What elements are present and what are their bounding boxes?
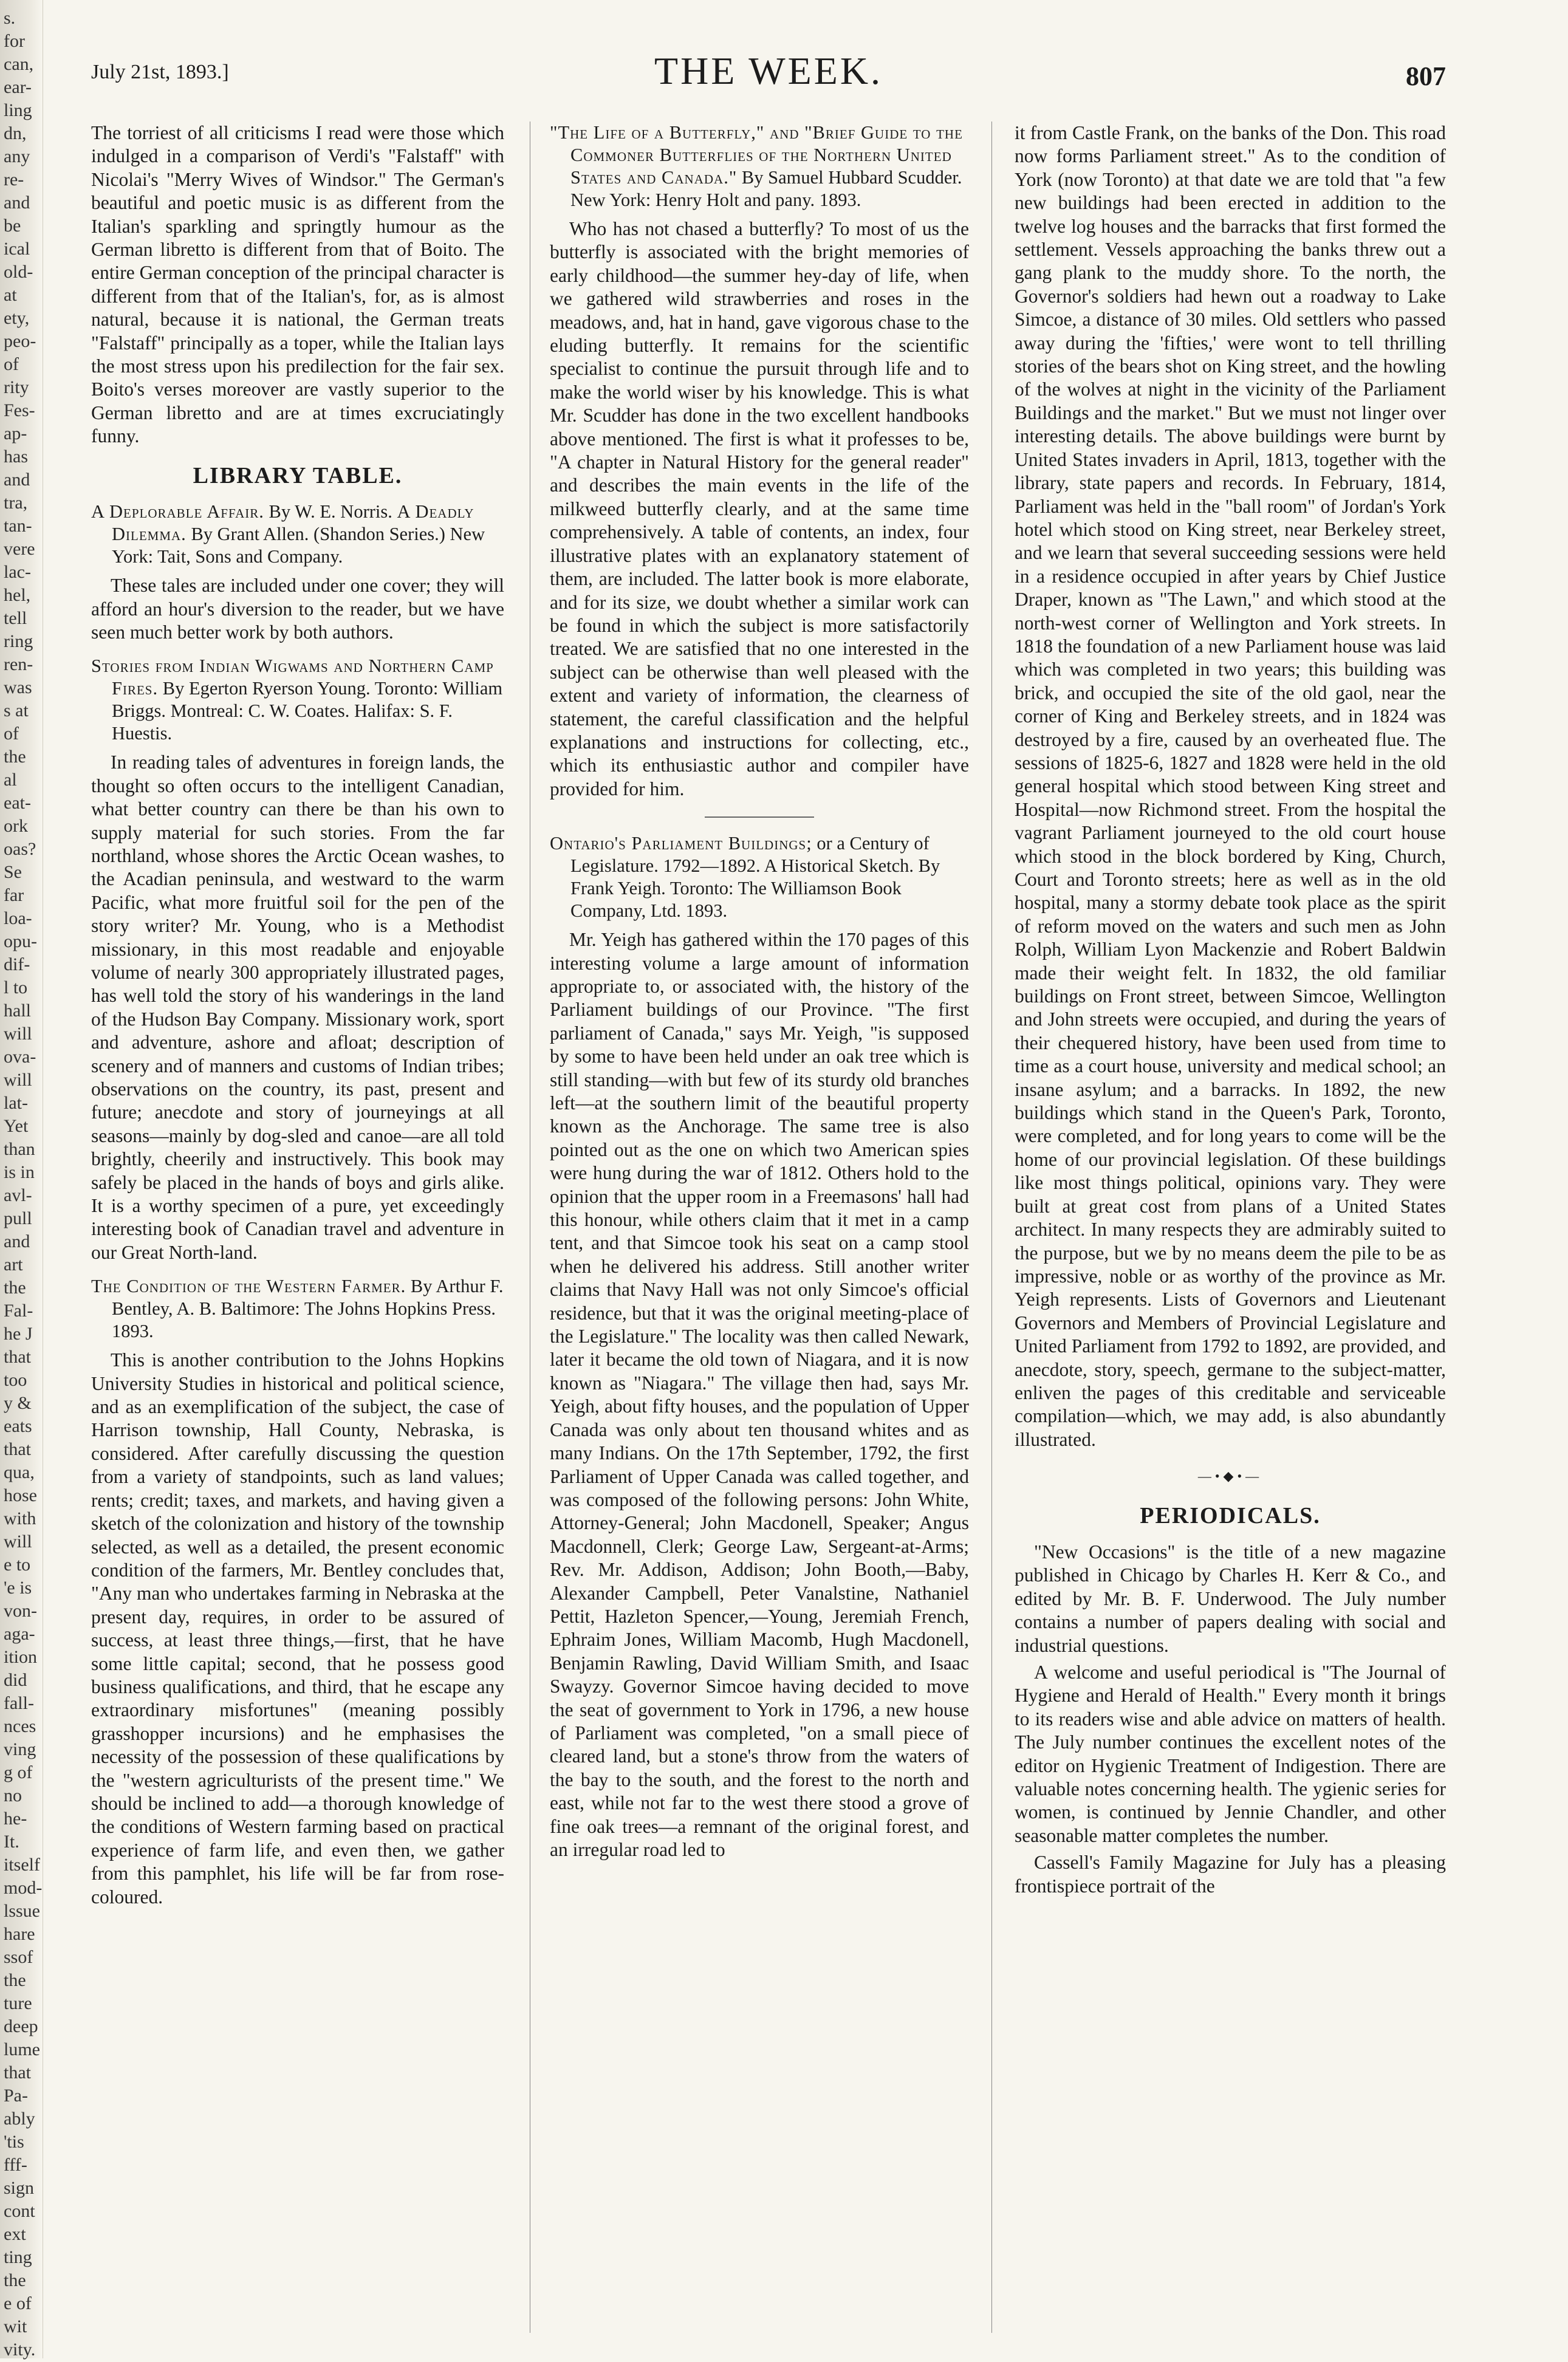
- margin-fragment: re-: [4, 169, 24, 190]
- margin-fragment: oas?: [4, 839, 36, 859]
- margin-fragment: far: [4, 885, 24, 905]
- margin-fragment: tra,: [4, 493, 28, 513]
- margin-fragment: fall-: [4, 1693, 34, 1713]
- margin-fragment: of: [4, 724, 19, 744]
- library-table-heading: LIBRARY TABLE.: [193, 462, 403, 488]
- margin-fragment: that: [4, 1347, 31, 1367]
- book-entry-indian-wigwams: [91, 655, 504, 745]
- margin-fragment: rity: [4, 377, 29, 397]
- margin-fragment: lat-: [4, 1093, 28, 1113]
- margin-fragment: avl-: [4, 1185, 32, 1205]
- margin-fragment: 'e is: [4, 1578, 32, 1598]
- margin-fragment: and: [4, 470, 30, 490]
- margin-fragment: ture: [4, 1993, 32, 2013]
- adjacent-page-margin: [0, 0, 43, 2358]
- column-2: [550, 122, 969, 2321]
- book-imprint: By Samuel Hubbard Scudder. New York: Henry Holt and pany. 1893.: [570, 167, 962, 210]
- margin-fragment: ring: [4, 631, 33, 651]
- margin-fragment: and: [4, 193, 30, 213]
- margin-fragment: dn,: [4, 123, 27, 143]
- margin-fragment: old-: [4, 262, 33, 282]
- margin-fragment: s.: [4, 8, 16, 28]
- falstaff-review-ending: The torriest of all criticisms I read were those which indulged in a comparison of Verdi's "Falstaff" with Nicolai's "Merry Wives of Windsor." The German's beautiful and poetic music is as different from the Italian's sparkling and springtly humour as the German libretto is different from that of Boito. The entire German conception of the principal character is different from that of the Italian's, for, as is almost natural, because it is national, the German treats "Falstaff" principally as a toper, while the Italian lays the most stress upon his predilection for the fair sex. Boito's verses moreover are vastly superior to the German libretto and are at times excruciatingly funny.: [91, 122, 504, 447]
- margin-fragment: itself: [4, 1855, 40, 1875]
- book-entry-parliament-buildings: [550, 832, 969, 922]
- margin-fragment: ear-: [4, 77, 32, 97]
- margin-fragment: lume: [4, 2039, 40, 2059]
- margin-fragment: tell: [4, 608, 27, 628]
- book-title: Ontario's Parliament Buildings;: [550, 833, 812, 854]
- margin-fragment: Se: [4, 862, 22, 882]
- book-title: The Condition of the Western Farmer.: [91, 1276, 406, 1297]
- issue-date: July 21st, 1893.]: [91, 61, 229, 83]
- margin-fragment: 'tis: [4, 2132, 24, 2152]
- margin-fragment: ting: [4, 2247, 32, 2267]
- margin-fragment: he-: [4, 1809, 27, 1829]
- margin-fragment: qua,: [4, 1462, 35, 1482]
- margin-fragment: was: [4, 677, 32, 697]
- margin-fragment: Yet: [4, 1116, 29, 1136]
- margin-fragment: the: [4, 1970, 26, 1990]
- margin-fragment: that: [4, 1439, 31, 1459]
- margin-fragment: ova-: [4, 1047, 36, 1067]
- margin-fragment: with: [4, 1508, 36, 1528]
- page-number: 807: [1406, 61, 1446, 91]
- margin-fragment: cont: [4, 2201, 35, 2221]
- column-1: [91, 122, 504, 2321]
- margin-fragment: l to: [4, 977, 28, 998]
- review-body: Who has not chased a butterfly? To most of us the butterfly is associated with the bright memories of early childhood—the summer hey-day of life, when we gathered wild strawberries and roses in the meadows, and, hat in hand, gave vigorous chase to the eluding butterfly. It remains for the scientific specialist to continue the pursuit through life and to make the world wiser by his knowledge. This is what Mr. Scudder has done in the two excellent handbooks above mentioned. The first is what it professes to be, "A chapter in Natural History for the general reader" and describes the main events in the life of the milkweed butterfly clearly, and at the same time comprehensively. A table of contents, an index, four illustrative plates with an explanatory statement of them, are included. The latter book is more elaborate, and for its size, we doubt whether a similar work can be found in which the subject is more satisfactorily treated. We are satisfied that no one interested in the subject can be otherwise than well pleased with the extent and variety of information, the clearness of statement, the careful classification and the helpful explanations and instructions for collecting, etc., which its enthusiastic author and compiler have provided for him.: [550, 218, 969, 799]
- margin-fragment: hall: [4, 1001, 31, 1021]
- margin-fragment: eats: [4, 1416, 32, 1436]
- margin-fragment: he J: [4, 1324, 33, 1344]
- margin-fragment: Pa-: [4, 2086, 28, 2106]
- book-title: A Deplorable Affair.: [91, 501, 264, 522]
- periodical-note: A welcome and useful periodical is "The Journal of Hygiene and Herald of Health." Every month it brings to its readers wise and able advice on matters of health. The July number continues the excellent notes of the editor on Hygienic Treatment of Indigestion. There are valuable notes concerning health. The ygienic series for women, is continued by Jennie Chandler, and other seasonable matter completes the number.: [1015, 1662, 1446, 1846]
- margin-fragment: peo-: [4, 331, 36, 351]
- periodicals-heading: PERIODICALS.: [1140, 1502, 1321, 1528]
- margin-fragment: that: [4, 2062, 31, 2083]
- margin-fragment: fff-: [4, 2155, 27, 2175]
- margin-fragment: Fal-: [4, 1301, 33, 1321]
- margin-fragment: al: [4, 770, 17, 790]
- book-title: A Deadly Dilemma.: [112, 501, 474, 545]
- margin-fragment: ext: [4, 2224, 26, 2244]
- ornamental-divider: —•◆•—: [1197, 1468, 1263, 1484]
- margin-fragment: mod-: [4, 1878, 43, 1898]
- margin-fragment: hare: [4, 1924, 35, 1944]
- margin-fragment: von-: [4, 1601, 37, 1621]
- book-entry-western-farmer: [91, 1275, 504, 1343]
- margin-fragment: vity.: [4, 2340, 36, 2360]
- margin-fragment: vere: [4, 539, 35, 559]
- margin-fragment: ren-: [4, 654, 33, 674]
- book-imprint: By Egerton Ryerson Young. Toronto: William Briggs. Montreal: C. W. Coates. Halifax: S. F. Huestis.: [112, 678, 503, 744]
- margin-fragment: eat-: [4, 793, 31, 813]
- margin-fragment: is in: [4, 1162, 35, 1182]
- margin-fragment: the: [4, 747, 26, 767]
- book-title: "The Life of a Butterfly," and "Brief Guide to the Commoner Butterflies of the Northern United States and Canada.": [550, 122, 963, 188]
- margin-fragment: y &: [4, 1393, 32, 1413]
- margin-fragment: ork: [4, 816, 28, 836]
- margin-fragment: dif-: [4, 954, 30, 974]
- page-header: [91, 49, 1446, 109]
- margin-fragment: sign: [4, 2178, 35, 2198]
- periodical-note: "New Occasions" is the title of a new magazine published in Chicago by Charles H. Kerr & Co., and edited by Mr. B. F. Underwood. The July number contains a number of papers dealing with social and industrial questions.: [1015, 1541, 1446, 1656]
- margin-fragment: any: [4, 146, 30, 166]
- margin-fragment: ving: [4, 1739, 36, 1759]
- margin-fragment: ssof: [4, 1947, 33, 1967]
- book-imprint: or a Century of Legislature. 1792—1892. A Historical Sketch. By Frank Yeigh. Toronto: The Williamson Book Company, Ltd. 1893.: [570, 833, 940, 922]
- margin-fragment: ably: [4, 2109, 35, 2129]
- margin-fragment: lac-: [4, 562, 31, 582]
- margin-fragment: for: [4, 31, 25, 51]
- column-3: [1015, 122, 1446, 2321]
- book-title: Stories from Indian Wigwams and Northern Camp Fires.: [91, 656, 494, 699]
- review-body: Mr. Yeigh has gathered within the 170 pages of this interesting volume a large amount of information appropriate to, or associated with, the history of the Parliament buildings of our Province. "The first parliament of Canada," says Mr. Yeigh, "is supposed by some to have been held under an oak tree which is still standing—with but few of its sturdy old branches left—at the southern limit of the beautiful property known as the Anchorage. The same tree is also pointed out as the one on which two American spies were hung during the war of 1812. Others hold to the opinion that the upper room in a Freemasons' hall had this honour, while others claim that it met in a camp tent, and that Simcoe took his seat on a camp stool when he delivered his address. Still another writer claims that Navy Hall was not only Simcoe's official residence, but that it was the original meeting-place of the Legislature." The locality was then called Newark, later it became the old town of Niagara, and it is now known as "Niagara." The village then had, says Mr. Yeigh, about fifty houses, and the population of Upper Canada was only about ten thousand whites and as many Indians. On the 17th September, 1792, the first Parliament of Upper Canada was called together, and was composed of the following persons: John White, Attorney-General; John Macdonell, Speaker; Angus Macdonnell, Clerk; George Law, Sergeant-at-Arms; Rev. Mr. Addison, Addison; John Booth,—Baby, Alexander Campbell, Peter Vanalstine, Nathaniel Pettit, Hazleton Spencer,—Young, Jeremiah French, Ephraim Jones, William Macomb, Hugh Macdonell, Benjamin Rawling, David William Smith, and Isaac Swayzy. Governor Simcoe having decided to move the seat of government to York in 1796, a new house of Parliament was completed, "on a small piece of cleared land, but a stone's throw from the waters of the bay to the south, and the forest to the north and east, while not far to the west there stood a grove of fine oak trees—a remnant of the original forest, and an irregular road led to: [550, 929, 969, 1860]
- margin-fragment: pull: [4, 1208, 32, 1228]
- margin-fragment: Fes-: [4, 400, 35, 420]
- review-body: These tales are included under one cover; they will afford an hour's diversion to the reader, but we have seen much better work by both authors.: [91, 575, 504, 643]
- margin-fragment: has: [4, 447, 28, 467]
- periodical-note: Cassell's Family Magazine for July has a pleasing frontispiece portrait of the: [1015, 1852, 1446, 1897]
- margin-fragment: wit: [4, 2316, 27, 2336]
- margin-fragment: g of: [4, 1762, 33, 1782]
- margin-fragment: the: [4, 2270, 26, 2290]
- margin-fragment: hel,: [4, 585, 31, 605]
- margin-fragment: at: [4, 285, 17, 305]
- margin-fragment: It.: [4, 1832, 19, 1852]
- margin-fragment: be: [4, 216, 21, 236]
- margin-fragment: too: [4, 1370, 27, 1390]
- margin-fragment: will: [4, 1024, 32, 1044]
- margin-fragment: aga-: [4, 1624, 35, 1644]
- margin-fragment: ety,: [4, 308, 30, 328]
- book-entry-deplorable-affair: [91, 501, 504, 568]
- column-rule: [991, 122, 992, 2333]
- review-body: This is another contribution to the Johns Hopkins University Studies in historical and political science, and as an exemplification of the subject, the case of Harrison township, Hall County, Nebraska, is considered. After carefully discussing the question from a variety of standpoints, such as land values; rents; credit; taxes, and markets, and having given a sketch of the colonization and history of the township selected, as well as a detailed, the present economic condition of the farmers, Mr. Bentley concludes that, "Any man who undertakes farming in Nebraska at the present day, requires, in order to be assured of success, at least three things,—first, that he have some little capital; second, that he possess good business qualifications, and third, that he escape any extraordinary misfortunes" (meaning possibly grasshopper incursions) and he emphasises the necessity of the possession of these qualifications by the "western agriculturists of the present time." We should be inclined to add—a thorough knowledge of the conditions of Western farming based on practical experience of farm life, and even then, we gather from this pamphlet, his life will be far from rose-coloured.: [91, 1349, 504, 1908]
- review-body: In reading tales of adventures in foreign lands, the thought so often occurs to the intelligent Canadian, what better country can there be than his own to supply material for such stories. From the far northland, whose shores the Arctic Ocean washes, to the Acadian peninsula, and westward to the warm Pacific, what more fruitful soil for the pen of the story writer? Mr. Young, who is a Methodist missionary, in this most readable and enjoyable volume of nearly 300 appropriately illustrated pages, has well told the story of his wanderings in the land of the Hudson Bay Company. Missionary work, sport and adventure, ashore and afloat; description of scenery and of manners and customs of Indian tribes; observations on the country, its past, present and future; anecdote and story of journeyings at all seasons—mainly by dog-sled and canoe—are all told brightly, cheerily and instructively. This book may safely be placed in the hands of boys and girls alike. It is a worthy specimen of a pure, yet exceedingly interesting book of Canadian travel and adventure in our Great North-land.: [91, 751, 504, 1263]
- section-divider: [705, 816, 814, 818]
- margin-fragment: ical: [4, 239, 30, 259]
- margin-fragment: e of: [4, 2293, 32, 2313]
- margin-fragment: loa-: [4, 908, 32, 928]
- margin-fragment: nces: [4, 1716, 36, 1736]
- book-author: By W. E. Norris.: [269, 501, 392, 522]
- margin-fragment: than: [4, 1139, 35, 1159]
- margin-fragment: did: [4, 1670, 27, 1690]
- margin-fragment: can,: [4, 54, 34, 74]
- margin-fragment: ap-: [4, 423, 27, 443]
- margin-fragment: the: [4, 1278, 26, 1298]
- margin-fragment: will: [4, 1070, 32, 1090]
- margin-fragment: and: [4, 1231, 30, 1251]
- margin-fragment: s at: [4, 700, 29, 721]
- book-imprint: By Arthur F. Bentley, A. B. Baltimore: The Johns Hopkins Press. 1893.: [112, 1276, 504, 1342]
- margin-fragment: tan-: [4, 516, 32, 536]
- margin-fragment: of: [4, 354, 19, 374]
- review-body-continued: it from Castle Frank, on the banks of the Don. This road now forms Parliament street." As to the condition of York (now Toronto) at that date we are told that "a few new buildings had been erected in addition to the twelve log houses and the barracks that first formed the settlement. Vessels approaching the banks threw out a gang plank to the muddy shore. To the north, the Governor's soldiers had hewn out a roadway to Lake Simcoe, a distance of 30 miles. Old settlers who passed away during the 'fifties,' were wont to tell thrilling stories of the bears shot on King street, and the howling of the wolves at night in the vicinity of the Parliament Buildings and the market." But we must not linger over interesting details. The above buildings were burnt by United States invaders in April, 1813, together with the library, state papers and records. In February, 1814, Parliament was held in the "ball room" of Jordan's York hotel which stood on King street, near Berkeley street, and we learn that several succeeding sessions were held in a residence occupied in after years by Chief Justice Draper, known as "The Lawn," and which stood at the north-west corner of Wellington and York streets. In 1818 the foundation of a new Parliament house was laid which was completed in two years; this building was brick, and occupied the site of the old gaol, near the corner of King and Berkeley streets, and in 1824 was destroyed by a fire, caused by an overheated flue. The sessions of 1825-6, 1827 and 1828 were held in the old general hospital which stood between King street and Hospital—now Richmond street. From the hospital the vagrant Parliament journeyed to the old court house which stood in the block bordered by King, Church, Court and Toronto streets; here as well as in the old hospital, many a stormy debate took place as the spirit of reform moved on the waters and such men as John Rolph, William Lyon Mackenzie and Robert Baldwin made their weight felt. In 1832, the old familiar buildings on Front street, between Simcoe, Wellington and John streets were occupied, and during the years of their chequered history, have been used from time to time as a court house, university and medical school; an insane asylum; and a barracks. In 1892, the new buildings which stand in the Queen's Park, Toronto, were completed, and for long years to come will be the home of our provincial legislation. Of these buildings like most things political, opinions vary. They were built at great cost from plans of a United States architect. In many respects they are admirably suited to the purpose, but we by no means deem the pile to be as impressive, noble or as worthy of the province as Mr. Yeigh represents. Lists of Governors and Lieutenant Governors and Members of Provincial Legislature and United Parliament from 1792 to 1892, are provided, and anecdote, story, speech, germane to the subject-matter, enliven the pages of this creditable and serviceable compilation—which, we may add, is also abundantly illustrated.: [1015, 122, 1446, 1450]
- margin-fragment: ition: [4, 1647, 38, 1667]
- margin-fragment: lssue: [4, 1901, 40, 1921]
- masthead-title: THE WEEK.: [654, 49, 883, 92]
- margin-fragment: hose: [4, 1485, 37, 1505]
- margin-fragment: opu-: [4, 931, 37, 951]
- margin-fragment: no: [4, 1785, 22, 1806]
- book-entry-butterfly: [550, 122, 969, 211]
- margin-fragment: will: [4, 1532, 32, 1552]
- margin-fragment: deep: [4, 2016, 38, 2036]
- margin-fragment: art: [4, 1255, 23, 1275]
- margin-fragment: ling: [4, 100, 32, 120]
- book-imprint: By Grant Allen. (Shandon Series.) New York: Tait, Sons and Company.: [112, 524, 485, 567]
- margin-fragment: e to: [4, 1555, 31, 1575]
